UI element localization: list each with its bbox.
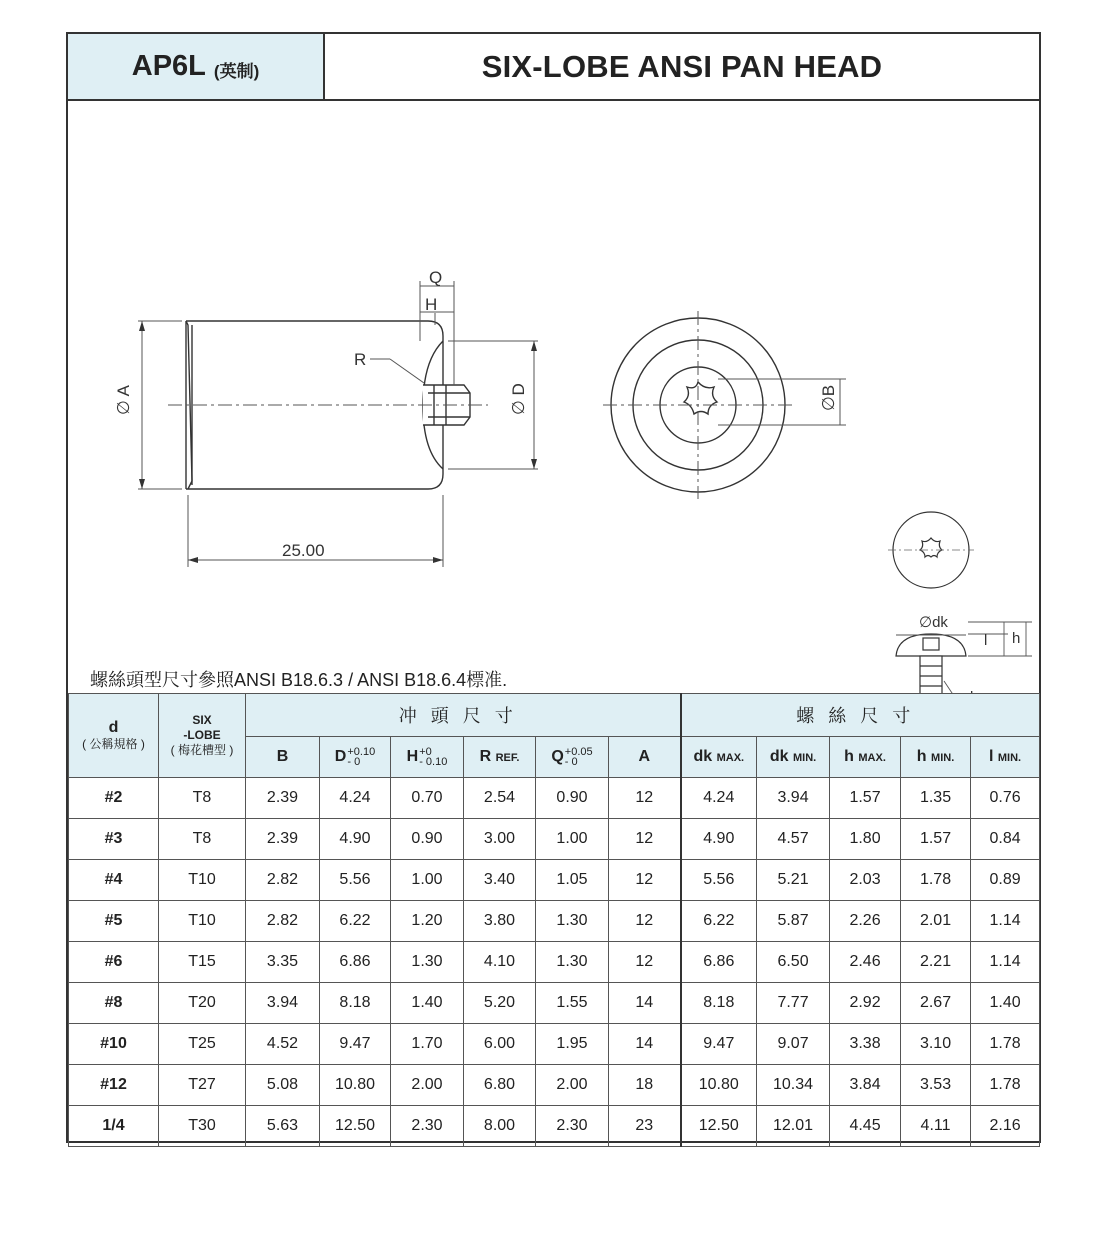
table-cell: 1.30 xyxy=(536,942,609,983)
table-cell: 1.78 xyxy=(971,1065,1040,1106)
drawing-svg xyxy=(68,101,1039,693)
table-cell: 1.20 xyxy=(391,901,464,942)
table-cell: 4.52 xyxy=(246,1024,320,1065)
col-r-header: R REF. xyxy=(464,737,536,778)
table-cell: 18 xyxy=(609,1065,681,1106)
table-row xyxy=(69,1024,1040,1065)
table-row xyxy=(69,983,1040,1024)
col-lobe-1: SIX xyxy=(192,713,212,727)
table-cell: 12.50 xyxy=(681,1106,757,1147)
table-cell: 1.78 xyxy=(971,1024,1040,1065)
product-code-sub: (英制) xyxy=(213,62,260,81)
table-cell: 4.90 xyxy=(681,819,757,860)
product-code-cell xyxy=(68,34,325,99)
table-cell: 4.45 xyxy=(830,1106,901,1147)
col-dd-header: D+0.10 - 0 xyxy=(320,737,391,778)
table-cell: T30 xyxy=(159,1106,246,1147)
table-cell: 8.18 xyxy=(320,983,391,1024)
title-cell xyxy=(325,34,1039,99)
table-cell: 6.86 xyxy=(681,942,757,983)
table-cell: 0.90 xyxy=(536,778,609,819)
table-cell: 2.26 xyxy=(830,901,901,942)
table-cell: 1.30 xyxy=(536,901,609,942)
table-cell: 5.63 xyxy=(246,1106,320,1147)
table-cell: 2.01 xyxy=(901,901,971,942)
table-cell: 1.95 xyxy=(536,1024,609,1065)
table-cell: 12.01 xyxy=(757,1106,830,1147)
table-cell: 10.80 xyxy=(320,1065,391,1106)
table-cell: 2.92 xyxy=(830,983,901,1024)
table-cell: 9.07 xyxy=(757,1024,830,1065)
col-hmin-header: h MIN. xyxy=(901,737,971,778)
table-cell: 2.00 xyxy=(536,1065,609,1106)
dia-b-label: ∅B xyxy=(819,384,838,411)
punch-group-header: 冲頭尺寸 xyxy=(246,694,681,737)
table-cell: 0.76 xyxy=(971,778,1040,819)
table-row xyxy=(69,778,1040,819)
table-cell: #3 xyxy=(69,819,159,860)
table-cell: 3.40 xyxy=(464,860,536,901)
table-cell: 5.87 xyxy=(757,901,830,942)
col-lobe-sub: ( 梅花槽型 ) xyxy=(170,743,234,757)
table-row xyxy=(69,901,1040,942)
table-cell: 2.00 xyxy=(391,1065,464,1106)
table-cell: 1.05 xyxy=(536,860,609,901)
col-lmin-header: l MIN. xyxy=(971,737,1040,778)
table-cell: 2.39 xyxy=(246,819,320,860)
table-cell: 6.00 xyxy=(464,1024,536,1065)
table-cell: 4.24 xyxy=(320,778,391,819)
spec-table xyxy=(68,693,1040,1147)
table-cell: 14 xyxy=(609,1024,681,1065)
table-cell: 2.03 xyxy=(830,860,901,901)
table-cell: 9.47 xyxy=(320,1024,391,1065)
table-cell: 1.00 xyxy=(536,819,609,860)
col-a-header: A xyxy=(609,737,681,778)
table-cell: 0.84 xyxy=(971,819,1040,860)
table-row xyxy=(69,860,1040,901)
table-cell: 3.94 xyxy=(757,778,830,819)
table-cell: 4.57 xyxy=(757,819,830,860)
table-cell: #12 xyxy=(69,1065,159,1106)
table-cell: #10 xyxy=(69,1024,159,1065)
header-bar xyxy=(68,34,1039,101)
table-cell: 1.57 xyxy=(901,819,971,860)
table-cell: 12 xyxy=(609,819,681,860)
table-cell: 3.80 xyxy=(464,901,536,942)
table-cell: 6.22 xyxy=(320,901,391,942)
spec-table-body xyxy=(69,778,1040,1147)
table-cell: 6.50 xyxy=(757,942,830,983)
table-cell: 2.21 xyxy=(901,942,971,983)
table-cell: 1.80 xyxy=(830,819,901,860)
table-cell: 5.20 xyxy=(464,983,536,1024)
page-title: SIX-LOBE ANSI PAN HEAD xyxy=(481,48,883,84)
standard-note: 螺絲頭型尺寸參照ANSI B18.6.3 / ANSI B18.6.4標准. xyxy=(90,670,508,690)
table-cell: 6.80 xyxy=(464,1065,536,1106)
screw-top-view xyxy=(888,512,974,588)
col-d-sub: ( 公稱規格 ) xyxy=(82,737,145,751)
table-cell: 5.56 xyxy=(681,860,757,901)
table-cell: 1.14 xyxy=(971,901,1040,942)
screw-group-header: 螺絲尺寸 xyxy=(681,694,1040,737)
table-cell: 5.56 xyxy=(320,860,391,901)
col-d-header xyxy=(69,694,159,778)
table-row xyxy=(69,942,1040,983)
table-cell: 1.14 xyxy=(971,942,1040,983)
table-cell: T10 xyxy=(159,860,246,901)
table-cell: 4.24 xyxy=(681,778,757,819)
table-cell: 8.18 xyxy=(681,983,757,1024)
table-cell: 0.90 xyxy=(391,819,464,860)
table-cell: 3.10 xyxy=(901,1024,971,1065)
q-label: Q xyxy=(429,268,443,287)
table-cell: T20 xyxy=(159,983,246,1024)
table-cell: 12 xyxy=(609,901,681,942)
table-cell: T10 xyxy=(159,901,246,942)
table-cell: 12 xyxy=(609,860,681,901)
table-cell: 1.70 xyxy=(391,1024,464,1065)
table-cell: 3.35 xyxy=(246,942,320,983)
length-label: 25.00 xyxy=(282,541,325,560)
table-cell: 4.10 xyxy=(464,942,536,983)
product-code: AP6L xyxy=(131,50,206,82)
table-row xyxy=(69,819,1040,860)
col-dkmax-header: dk MAX. xyxy=(681,737,757,778)
table-cell: 2.30 xyxy=(536,1106,609,1147)
table-cell: 6.86 xyxy=(320,942,391,983)
col-dkmin-header: dk MIN. xyxy=(757,737,830,778)
table-cell: #5 xyxy=(69,901,159,942)
col-q-header: Q+0.05 - 0 xyxy=(536,737,609,778)
table-cell: 12 xyxy=(609,778,681,819)
table-cell: 2.82 xyxy=(246,860,320,901)
table-cell: #8 xyxy=(69,983,159,1024)
l-label: l xyxy=(984,632,988,649)
table-cell: 2.82 xyxy=(246,901,320,942)
table-cell: 1.57 xyxy=(830,778,901,819)
table-cell: T27 xyxy=(159,1065,246,1106)
table-cell: 14 xyxy=(609,983,681,1024)
h-small-label: h xyxy=(1012,630,1021,647)
table-cell: 7.77 xyxy=(757,983,830,1024)
table-cell: 5.08 xyxy=(246,1065,320,1106)
table-cell: 12.50 xyxy=(320,1106,391,1147)
table-cell: 23 xyxy=(609,1106,681,1147)
table-row xyxy=(69,1106,1040,1147)
spec-sheet xyxy=(66,32,1041,1143)
table-cell: 8.00 xyxy=(464,1106,536,1147)
table-cell: T15 xyxy=(159,942,246,983)
table-cell: 4.90 xyxy=(320,819,391,860)
table-cell: 1/4 xyxy=(69,1106,159,1147)
table-cell: 1.35 xyxy=(901,778,971,819)
table-cell: 3.94 xyxy=(246,983,320,1024)
table-cell: 1.00 xyxy=(391,860,464,901)
table-cell: 3.84 xyxy=(830,1065,901,1106)
table-cell: 1.78 xyxy=(901,860,971,901)
table-cell: 1.55 xyxy=(536,983,609,1024)
col-d-label: d xyxy=(108,719,119,736)
col-lobe-header xyxy=(159,694,246,778)
table-cell: 9.47 xyxy=(681,1024,757,1065)
table-cell: #6 xyxy=(69,942,159,983)
r-label: R xyxy=(354,350,367,369)
table-cell: T8 xyxy=(159,819,246,860)
table-cell: 4.11 xyxy=(901,1106,971,1147)
dk-label: ∅dk xyxy=(919,614,948,631)
dia-a-label: ∅ A xyxy=(114,385,133,415)
col-hmax-header: h MAX. xyxy=(830,737,901,778)
table-cell: 1.30 xyxy=(391,942,464,983)
table-cell: 0.89 xyxy=(971,860,1040,901)
table-cell: 12 xyxy=(609,942,681,983)
col-h-header: H+0 - 0.10 xyxy=(391,737,464,778)
table-cell: 2.30 xyxy=(391,1106,464,1147)
table-cell: 2.54 xyxy=(464,778,536,819)
h-label: H xyxy=(425,295,438,314)
table-cell: 2.39 xyxy=(246,778,320,819)
col-b-header: B xyxy=(246,737,320,778)
table-cell: 2.67 xyxy=(901,983,971,1024)
dia-d-label: ∅ D xyxy=(509,383,528,415)
table-cell: 10.34 xyxy=(757,1065,830,1106)
table-cell: T25 xyxy=(159,1024,246,1065)
table-cell: 3.38 xyxy=(830,1024,901,1065)
technical-drawing xyxy=(68,101,1039,693)
table-cell: 2.46 xyxy=(830,942,901,983)
table-cell: T8 xyxy=(159,778,246,819)
table-cell: #2 xyxy=(69,778,159,819)
table-cell: 6.22 xyxy=(681,901,757,942)
table-row xyxy=(69,1065,1040,1106)
six-lobe-recess xyxy=(684,382,717,414)
table-cell: 1.40 xyxy=(971,983,1040,1024)
table-cell: 3.53 xyxy=(901,1065,971,1106)
table-cell: 2.16 xyxy=(971,1106,1040,1147)
table-cell: 1.40 xyxy=(391,983,464,1024)
table-cell: 0.70 xyxy=(391,778,464,819)
table-cell: #4 xyxy=(69,860,159,901)
table-cell: 10.80 xyxy=(681,1065,757,1106)
table-cell: 3.00 xyxy=(464,819,536,860)
table-cell: 5.21 xyxy=(757,860,830,901)
col-lobe-2: -LOBE xyxy=(183,728,221,742)
